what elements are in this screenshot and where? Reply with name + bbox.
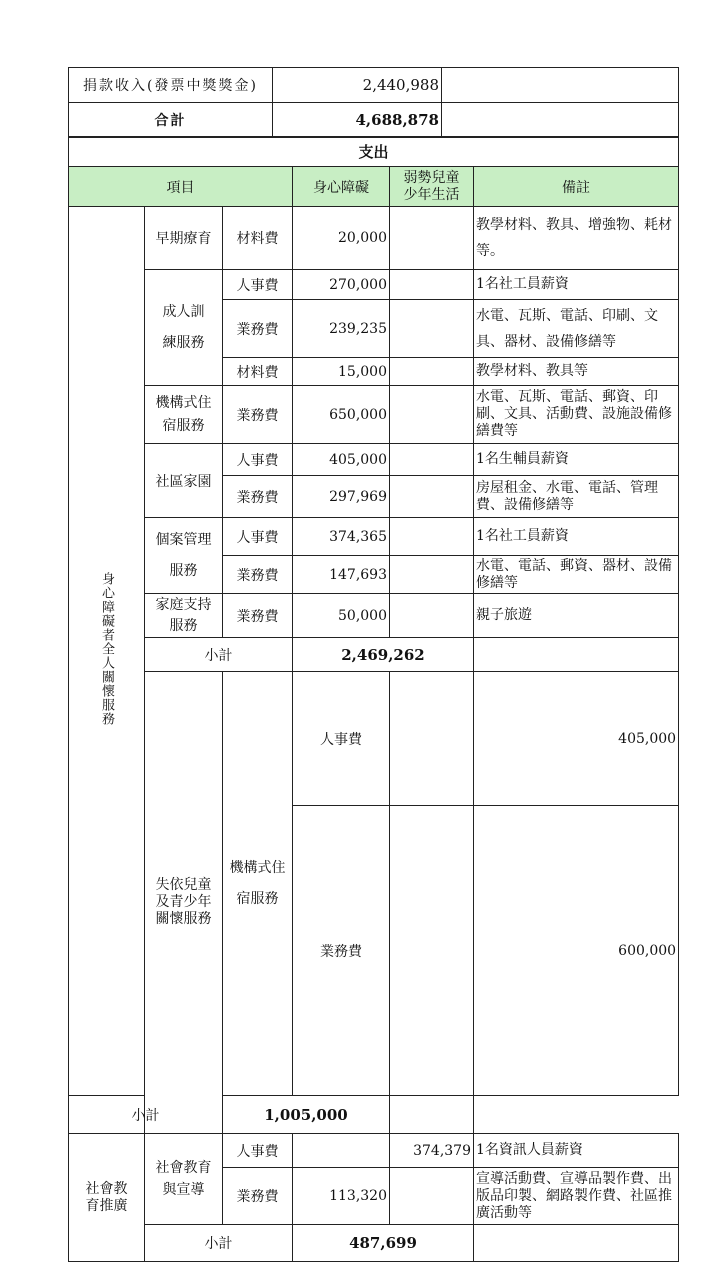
program-name: 家庭支持服務 bbox=[145, 594, 223, 638]
table-row bbox=[69, 518, 679, 556]
group2-name: 失依兒童及青少年關懷服務 bbox=[145, 672, 223, 1134]
program-name: 社區家園 bbox=[145, 444, 223, 518]
amount-youth: 600,000 bbox=[474, 806, 679, 1096]
donation-row bbox=[69, 68, 679, 103]
remark: 房屋租金、水電、電話、管理費、設備修繕等 bbox=[474, 476, 679, 518]
subtotal-row bbox=[69, 1096, 679, 1134]
amount-youth: 405,000 bbox=[474, 672, 679, 806]
expense-type: 業務費 bbox=[223, 556, 293, 594]
amount-youth: 374,379 bbox=[390, 1134, 474, 1168]
total-value: 4,688,878 bbox=[273, 103, 442, 138]
table-row bbox=[69, 270, 679, 300]
program-name: 早期療育 bbox=[145, 207, 223, 270]
remark: 教學材料、教具、增強物、耗材等。 bbox=[474, 207, 679, 270]
expense-table bbox=[68, 136, 679, 1262]
header-item: 項目 bbox=[69, 167, 293, 207]
expense-type: 業務費 bbox=[293, 806, 390, 1096]
remark: 1名社工員薪資 bbox=[474, 270, 679, 300]
amount-disabled: 239,235 bbox=[293, 300, 390, 358]
table-row bbox=[69, 594, 679, 638]
program-name: 機構式住宿服務 bbox=[223, 672, 293, 1096]
expense-type: 人事費 bbox=[293, 672, 390, 806]
amount-youth bbox=[390, 358, 474, 386]
expense-type: 材料費 bbox=[223, 358, 293, 386]
subtotal-value: 1,005,000 bbox=[223, 1096, 390, 1134]
remark: 宣導活動費、宣導品製作費、出版品印製、網路製作費、社區推廣活動等 bbox=[474, 1168, 679, 1225]
amount-youth bbox=[390, 556, 474, 594]
amount-disabled: 297,969 bbox=[293, 476, 390, 518]
subtotal-remark bbox=[474, 638, 679, 672]
expense-type: 業務費 bbox=[223, 476, 293, 518]
expense-type: 人事費 bbox=[223, 518, 293, 556]
expense-title-row bbox=[69, 137, 679, 167]
subtotal-label: 小計 bbox=[69, 1096, 223, 1134]
amount-youth bbox=[390, 386, 474, 444]
group3-name: 社會教育推廣 bbox=[69, 1134, 145, 1262]
remark: 水電、瓦斯、電話、印刷、文具、器材、設備修繕等 bbox=[474, 300, 679, 358]
amount-youth bbox=[390, 594, 474, 638]
amount-youth bbox=[390, 207, 474, 270]
amount-disabled: 113,320 bbox=[293, 1168, 390, 1225]
income-table bbox=[68, 67, 679, 138]
remark: 1名資訊人員薪資 bbox=[474, 1134, 679, 1168]
amount-disabled: 270,000 bbox=[293, 270, 390, 300]
subtotal-remark bbox=[390, 1096, 474, 1134]
subtotal-value: 487,699 bbox=[293, 1225, 474, 1262]
amount-disabled: 650,000 bbox=[293, 386, 390, 444]
remark: 教學材料、教具等 bbox=[474, 358, 679, 386]
expense-type: 業務費 bbox=[223, 386, 293, 444]
header-remark: 備註 bbox=[474, 167, 679, 207]
expense-type: 人事費 bbox=[223, 1134, 293, 1168]
expense-type: 人事費 bbox=[223, 270, 293, 300]
subtotal-value: 2,469,262 bbox=[293, 638, 474, 672]
amount-youth bbox=[390, 270, 474, 300]
amount-disabled bbox=[390, 672, 474, 806]
expense-type: 人事費 bbox=[223, 444, 293, 476]
group1-name: 身心障礙者全人關懷服務 bbox=[99, 572, 114, 726]
program-name: 社會教育與宣導 bbox=[145, 1134, 223, 1225]
subtotal-remark bbox=[474, 1225, 679, 1262]
header-disabled: 身心障礙 bbox=[293, 167, 390, 207]
total-label: 合計 bbox=[69, 103, 273, 138]
amount-youth bbox=[390, 444, 474, 476]
amount-disabled: 147,693 bbox=[293, 556, 390, 594]
subtotal-label: 小計 bbox=[145, 1225, 293, 1262]
program-name: 個案管理服務 bbox=[145, 518, 223, 594]
table-row bbox=[69, 386, 679, 444]
subtotal-row bbox=[69, 1225, 679, 1262]
table-row bbox=[69, 672, 679, 806]
remark: 親子旅遊 bbox=[474, 594, 679, 638]
total-remark bbox=[442, 103, 679, 138]
remark: 1名社工員薪資 bbox=[474, 518, 679, 556]
amount-disabled: 15,000 bbox=[293, 358, 390, 386]
amount-disabled: 20,000 bbox=[293, 207, 390, 270]
amount-youth bbox=[390, 300, 474, 358]
amount-disabled bbox=[390, 806, 474, 1096]
amount-disabled: 374,365 bbox=[293, 518, 390, 556]
amount-youth bbox=[390, 518, 474, 556]
expense-type: 材料費 bbox=[223, 207, 293, 270]
amount-disabled bbox=[293, 1134, 390, 1168]
table-row bbox=[69, 1134, 679, 1168]
donation-label: 捐款收入(發票中獎獎金) bbox=[69, 68, 273, 103]
subtotal-label: 小計 bbox=[145, 638, 293, 672]
table-row bbox=[69, 207, 679, 270]
total-row bbox=[69, 103, 679, 138]
expense-type: 業務費 bbox=[223, 300, 293, 358]
section-title: 支出 bbox=[69, 137, 679, 167]
remark: 1名生輔員薪資 bbox=[474, 444, 679, 476]
program-name: 機構式住宿服務 bbox=[145, 386, 223, 444]
amount-youth bbox=[390, 1168, 474, 1225]
amount-disabled: 405,000 bbox=[293, 444, 390, 476]
header-row bbox=[69, 167, 679, 207]
group1-name-cell bbox=[69, 207, 145, 1096]
donation-value: 2,440,988 bbox=[273, 68, 442, 103]
amount-youth bbox=[390, 476, 474, 518]
table-row bbox=[69, 444, 679, 476]
subtotal-row bbox=[69, 638, 679, 672]
amount-disabled: 50,000 bbox=[293, 594, 390, 638]
donation-remark bbox=[442, 68, 679, 103]
program-name: 成人訓練服務 bbox=[145, 270, 223, 386]
expense-type: 業務費 bbox=[223, 1168, 293, 1225]
expense-type: 業務費 bbox=[223, 594, 293, 638]
header-youth: 弱勢兒童少年生活 bbox=[390, 167, 474, 207]
remark: 水電、電話、郵資、器材、設備修繕等 bbox=[474, 556, 679, 594]
remark: 水電、瓦斯、電話、郵資、印刷、文具、活動費、設施設備修繕費等 bbox=[474, 386, 679, 444]
